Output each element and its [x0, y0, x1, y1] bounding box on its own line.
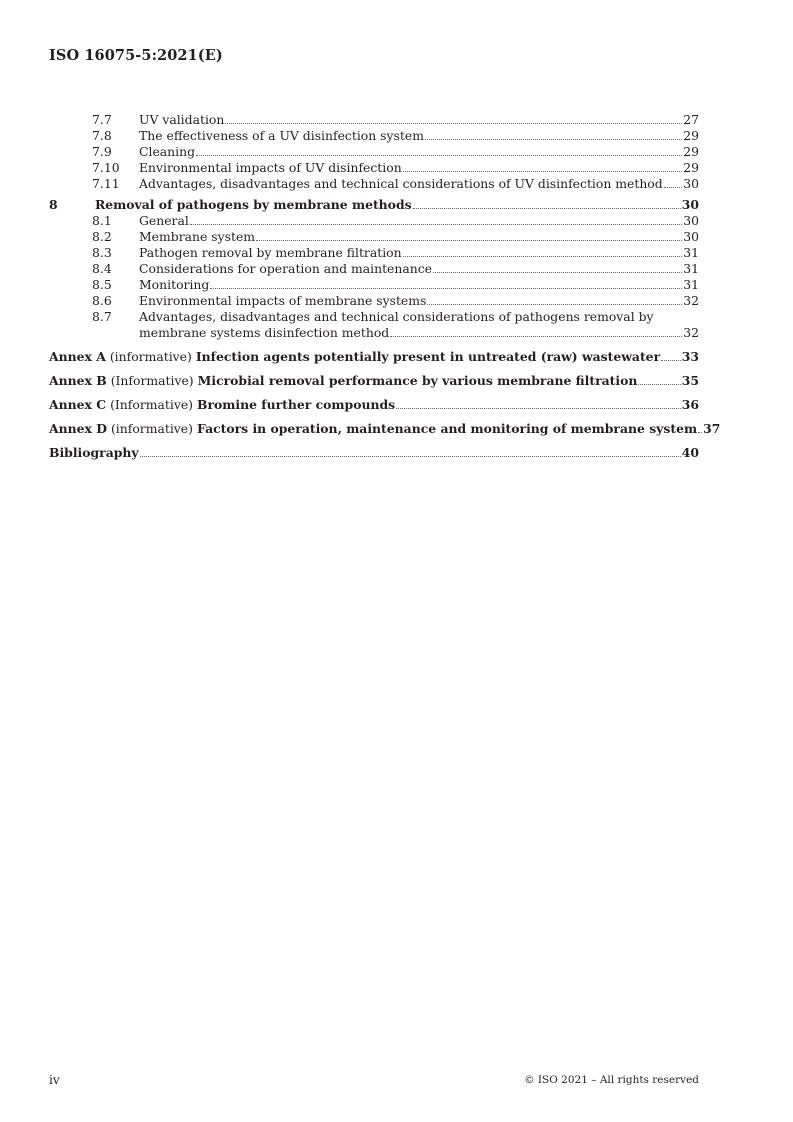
- toc-entry-title: Membrane system: [139, 229, 256, 244]
- toc-entry-title-line2: membrane systems disinfection method: [139, 325, 390, 340]
- toc-entry-title-line1: Advantages, disadvantages and technical considerations of pathogens removal by: [139, 309, 654, 324]
- toc-entry-7-7[interactable]: [49, 112, 699, 128]
- toc-entry-7-9[interactable]: [49, 144, 699, 160]
- toc-entry-number: 8.5: [92, 277, 112, 292]
- toc-annex-c[interactable]: [49, 397, 699, 413]
- dot-leader: [403, 256, 683, 257]
- annex-title: Infection agents potentially present in untreated (raw) wastewater: [195, 349, 661, 364]
- toc-entry-8-5[interactable]: [49, 277, 699, 293]
- toc-entry-8-7[interactable]: [49, 309, 699, 341]
- toc-bibliography[interactable]: [49, 445, 699, 461]
- toc-entry-title: Advantages, disadvantages and technical considerations of UV disinfection method: [139, 176, 663, 191]
- toc-entry-8-6[interactable]: [49, 293, 699, 309]
- dot-leader: [390, 336, 682, 337]
- toc-section-number: 8: [49, 197, 58, 212]
- toc-entry-number: 8.7: [92, 309, 112, 324]
- annex-page: 37: [703, 421, 721, 436]
- toc-entry-page: 31: [683, 261, 699, 276]
- toc-annex-a[interactable]: [49, 349, 699, 365]
- toc-entry-title: Cleaning: [139, 144, 196, 159]
- toc-entry-page: 32: [683, 325, 699, 340]
- toc-entry-7-8[interactable]: [49, 128, 699, 144]
- toc-annex-b[interactable]: [49, 373, 699, 389]
- toc-entry-title: The effectiveness of a UV disinfection system: [139, 128, 424, 143]
- dot-leader: [225, 123, 682, 124]
- dot-leader: [433, 272, 682, 273]
- toc-entry-8[interactable]: [49, 197, 699, 213]
- dot-leader: [661, 360, 681, 361]
- toc-entry-title: Considerations for operation and maintenance: [139, 261, 433, 276]
- annex-label: Annex D: [49, 421, 107, 436]
- toc-section-page: 30: [681, 197, 699, 212]
- toc-entry-page: 30: [683, 229, 699, 244]
- dot-leader: [427, 304, 682, 305]
- dot-leader: [638, 384, 680, 385]
- toc-entry-7-11[interactable]: [49, 176, 699, 192]
- annex-type: (Informative): [110, 397, 194, 412]
- toc-entry-title: General: [139, 213, 189, 228]
- annex-page: 36: [681, 397, 699, 412]
- dot-leader: [190, 224, 682, 225]
- toc-entry-number: 8.4: [92, 261, 112, 276]
- toc-entry-number: 8.3: [92, 245, 112, 260]
- toc-entry-page: 30: [683, 176, 699, 191]
- toc-annex-d[interactable]: [49, 421, 721, 437]
- table-of-contents: [49, 112, 721, 461]
- annex-title: Bromine further compounds: [197, 397, 396, 412]
- dot-leader: [698, 432, 702, 433]
- toc-entry-number: 8.2: [92, 229, 112, 244]
- annex-type: (informative): [110, 421, 193, 436]
- dot-leader: [210, 288, 682, 289]
- annex-type: (Informative): [110, 373, 194, 388]
- annex-page: 33: [681, 349, 699, 364]
- toc-entry-page: 29: [683, 128, 699, 143]
- annex-title: Factors in operation, maintenance and monitoring of membrane system: [196, 421, 698, 436]
- bibliography-page: 40: [681, 445, 699, 460]
- toc-entry-title: Environmental impacts of UV disinfection: [139, 160, 402, 175]
- toc-entry-8-1[interactable]: [49, 213, 699, 229]
- dot-leader: [256, 240, 682, 241]
- toc-entry-page: 29: [683, 160, 699, 175]
- dot-leader: [425, 139, 682, 140]
- toc-entry-page: 29: [683, 144, 699, 159]
- footer-copyright: © ISO 2021 – All rights reserved: [524, 1074, 699, 1086]
- toc-entry-number: 7.11: [92, 176, 120, 191]
- toc-entry-number: 7.8: [92, 128, 112, 143]
- annex-type: (informative): [109, 349, 192, 364]
- toc-entry-8-3[interactable]: [49, 245, 699, 261]
- annex-label: Annex A: [49, 349, 106, 364]
- dot-leader: [403, 171, 683, 172]
- toc-entry-8-2[interactable]: [49, 229, 699, 245]
- dot-leader: [140, 456, 681, 457]
- dot-leader: [196, 155, 682, 156]
- toc-entry-7-10[interactable]: [49, 160, 699, 176]
- toc-entry-page: 32: [683, 293, 699, 308]
- annex-page: 35: [681, 373, 699, 388]
- toc-entry-page: 27: [683, 112, 699, 127]
- toc-entry-page: 31: [683, 245, 699, 260]
- toc-entry-title: Pathogen removal by membrane filtration: [139, 245, 402, 260]
- toc-entry-number: 7.9: [92, 144, 112, 159]
- toc-entry-title: Monitoring: [139, 277, 210, 292]
- dot-leader: [413, 208, 681, 209]
- annex-label: Annex B: [49, 373, 107, 388]
- toc-entry-8-4[interactable]: [49, 261, 699, 277]
- annex-label: Annex C: [49, 397, 107, 412]
- footer-page-number: iv: [49, 1073, 60, 1087]
- annex-title: Microbial removal performance by various membrane filtration: [197, 373, 638, 388]
- toc-entry-title: Environmental impacts of membrane systems: [139, 293, 427, 308]
- dot-leader: [396, 408, 681, 409]
- bibliography-title: Bibliography: [49, 445, 139, 460]
- toc-entry-page: 30: [683, 213, 699, 228]
- dot-leader: [664, 187, 683, 188]
- toc-entry-page: 31: [683, 277, 699, 292]
- toc-entry-number: 7.10: [92, 160, 120, 175]
- toc-section-title: Removal of pathogens by membrane methods: [95, 197, 412, 212]
- toc-entry-number: 8.6: [92, 293, 112, 308]
- document-header: ISO 16075-5:2021(E): [49, 47, 223, 64]
- toc-entry-number: 8.1: [92, 213, 112, 228]
- toc-entry-number: 7.7: [92, 112, 112, 127]
- toc-entry-title: UV validation: [139, 112, 225, 127]
